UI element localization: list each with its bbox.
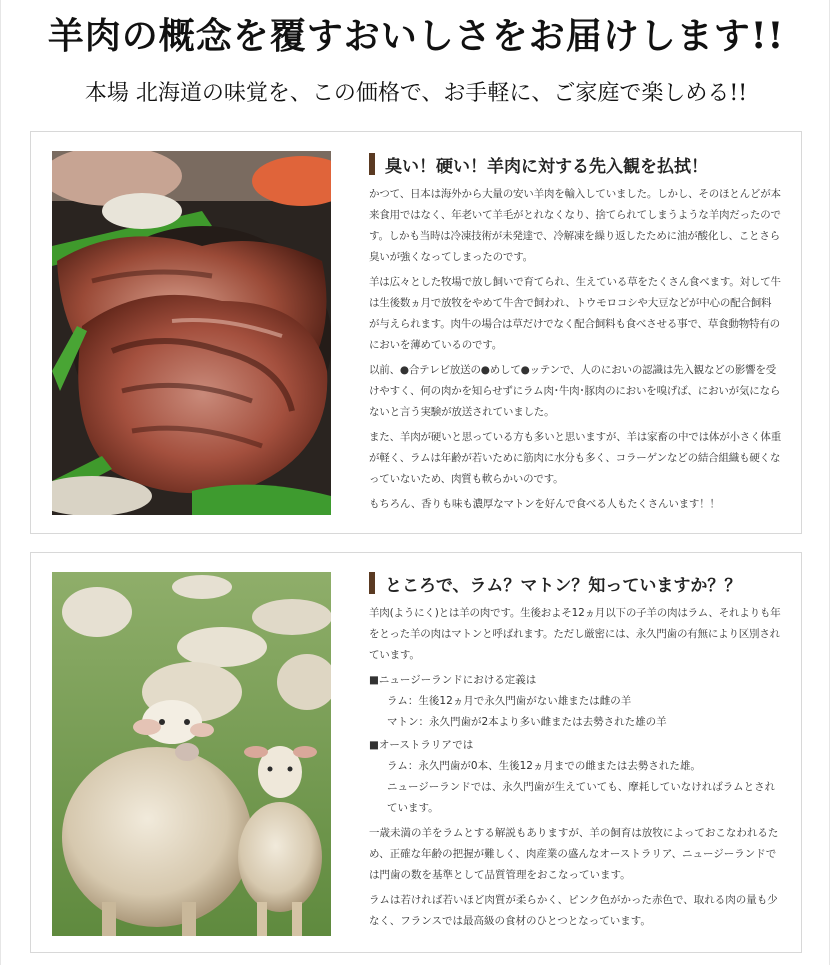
nz-definition-item: マトン：永久門歯が2本より多い雌または去勢された雄の羊 [387,716,667,728]
heading-accent-bar [369,572,375,594]
section-2-text [369,571,781,932]
au-definition-heading: ■オーストラリアでは [369,739,474,751]
au-definition-item: ラム：永久門歯が0本、生後12ヵ月までの雌または去勢された雄。 [387,760,701,772]
paragraph: 一歳未満の羊をラムとする解説もありますが、羊の飼育は放牧によっておこなわれるため、正確な年齢の把握が難しく、肉産業の盛んなオーストラリア、ニュージーランドでは門歯の数を基準として品質管理をおこなっています。 [369,827,779,881]
heading-accent-bar [369,153,375,175]
page-title: 羊肉の概念を覆すおいしさをお届けします!! [47,15,785,57]
nz-definition-item: ラム：生後12ヵ月で永久門歯がない雄または雌の羊 [387,695,632,707]
paragraph: 羊は広々とした牧場で放し飼いで育てられ、生えている草をたくさん食べます。対して牛は生後数ヵ月で放牧をやめて牛舎で飼われ、トウモロコシや大豆などが中心の配合飼料が与えられます。肉牛の場合は草だけでなく配合飼料も食べさせる事で、草食動物特有のにおいを薄めているのです。 [369,276,781,351]
paragraph: ラムは若ければ若いほど肉質が柔らかく、ピンク色がかった赤色で、取れる肉の量も少なく、フランスでは最高級の食材のひとつとなっています。 [369,894,778,927]
info-card-lamb-prejudice [30,131,802,534]
au-definition-item: ニュージーランドでは、永久門歯が生えていても、摩耗していなければラムとされています。 [387,781,776,814]
section-1-heading [369,152,781,176]
sheep-field-photo [52,572,331,936]
section-1-heading-text: 臭い！硬い！羊肉に対する先入観を払拭！ [385,156,708,177]
paragraph: 以前、●合テレビ放送の●めして●ッテンで、人のにおいの認識は先入観などの影響を受けやすく、何の肉かを知らせずにラム肉･牛肉･豚肉のにおいを嗅げば、においが気にならないと言う実験が放送されていました。 [369,364,781,418]
paragraph: かつて、日本は海外から大量の安い羊肉を輸入していました。しかし、そのほとんどが本来食用ではなく、年老いて羊毛がとれなくなり、捨てられてしまうような羊肉だったのです。しかも当時は冷凍技術が未発達で、冷解凍を繰り返したために油が酸化し、ことさら臭いが強くなってしまったのです。 [369,188,781,263]
grilled-lamb-photo [52,151,331,515]
section-2-heading [369,571,781,595]
nz-definition-heading: ■ニュージーランドにおける定義は [369,674,537,686]
paragraph: もちろん、香りも味も濃厚なマトンを好んで食べる人もたくさんいます！！ [369,498,720,510]
paragraph: 羊肉(ようにく)とは羊の肉です。生後およそ12ヵ月以下の子羊の肉はラム、それよりも年をとった羊の肉はマトンと呼ばれます。ただし厳密には、永久門歯の有無により区別されています。 [369,607,781,661]
page-subtitle: 本場 北海道の味覚を、この価格で、お手軽に、ご家庭で楽しめる!! [84,81,748,106]
info-card-lamb-mutton [30,552,802,953]
paragraph: また、羊肉が硬いと思っている方も多いと思いますが、羊は家畜の中では体が小さく体重が軽く、ラムは年齢が若いために筋肉に水分も多く、コラーゲンなどの結合組織も硬くなっていないため、肉質も軟らかいのです。 [369,431,781,485]
section-1-text [369,152,781,519]
section-2-heading-text: ところで、ラム？マトン？知っていますか？？ [385,575,742,596]
